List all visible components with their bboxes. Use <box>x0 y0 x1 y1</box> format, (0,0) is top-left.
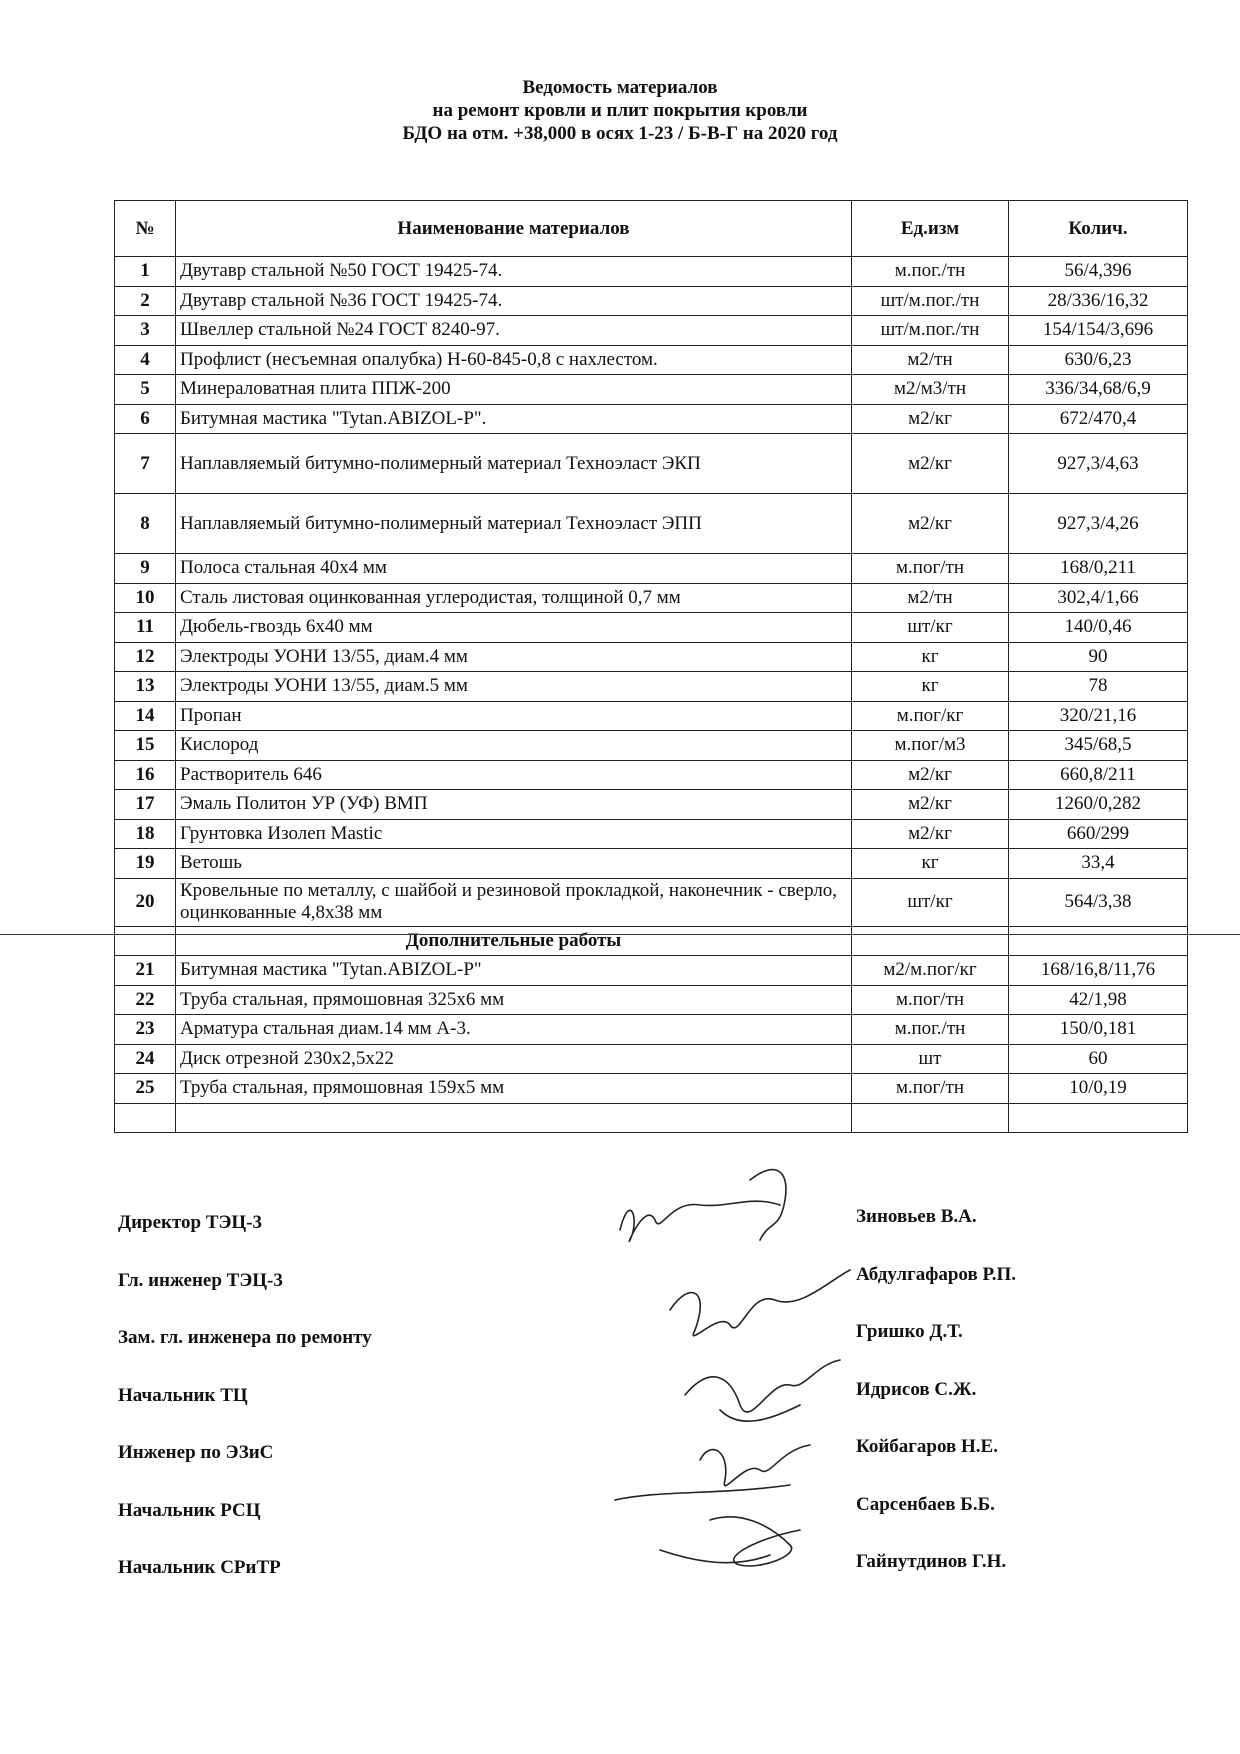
qty-cell: 630/6,23 <box>1009 345 1188 375</box>
table-row <box>115 760 1188 790</box>
num-cell: 4 <box>115 345 176 375</box>
name-cell: Швеллер стальной №24 ГОСТ 8240-97. <box>176 316 852 346</box>
name-cell: Диск отрезной 230х2,5х22 <box>176 1044 852 1074</box>
num-cell: 10 <box>115 583 176 613</box>
table-row <box>115 316 1188 346</box>
num-cell: 1 <box>115 257 176 287</box>
name-cell: Двутавр стальной №50 ГОСТ 19425-74. <box>176 257 852 287</box>
signature-role: Зам. гл. инженера по ремонту <box>118 1327 372 1348</box>
qty-cell: 56/4,396 <box>1009 257 1188 287</box>
num-cell: 6 <box>115 404 176 434</box>
table-row <box>115 819 1188 849</box>
signature-name: Зиновьев В.А. <box>856 1206 977 1227</box>
unit-cell: м.пог/тн <box>852 985 1009 1015</box>
title-line-1: Ведомость материалов <box>522 77 718 98</box>
table-row <box>115 583 1188 613</box>
num-cell: 11 <box>115 613 176 643</box>
num-cell: 9 <box>115 554 176 584</box>
signature-role: Гл. инженер ТЭЦ-3 <box>118 1269 283 1291</box>
name-cell: Кислород <box>176 731 852 761</box>
signature-3 <box>685 1360 840 1421</box>
extra-rows <box>115 956 1188 1104</box>
table-row <box>115 613 1188 643</box>
signature-name: Сарсенбаев Б.Б. <box>856 1493 995 1515</box>
empty-row <box>115 1103 1188 1133</box>
table-row <box>115 790 1188 820</box>
signature-role: Инженер по ЭЗиС <box>118 1442 274 1463</box>
qty-cell: 672/470,4 <box>1009 404 1188 434</box>
table-row <box>115 345 1188 375</box>
table-header-row <box>115 201 1188 257</box>
unit-cell: м.пог/м3 <box>852 731 1009 761</box>
name-cell: Сталь листовая оцинкованная углеродистая, толщиной 0,7 мм <box>176 583 852 613</box>
qty-cell: 336/34,68/6,9 <box>1009 375 1188 405</box>
num-cell: 21 <box>115 956 176 986</box>
qty-cell: 660,8/211 <box>1009 760 1188 790</box>
qty-cell: 90 <box>1009 642 1188 672</box>
unit-cell: шт/кг <box>852 878 1009 926</box>
num-cell: 18 <box>115 819 176 849</box>
qty-cell: 28/336/16,32 <box>1009 286 1188 316</box>
qty-cell: 78 <box>1009 672 1188 702</box>
unit-cell: кг <box>852 672 1009 702</box>
unit-cell: м2/тн <box>852 345 1009 375</box>
signature-name: Гришко Д.Т. <box>856 1321 963 1342</box>
num-cell: 15 <box>115 731 176 761</box>
header-qty: Колич. <box>1009 201 1188 257</box>
num-cell: 22 <box>115 985 176 1015</box>
qty-cell: 60 <box>1009 1044 1188 1074</box>
header-num: № <box>115 201 176 257</box>
document-title <box>0 76 1240 145</box>
table-row <box>115 956 1188 986</box>
materials-rows <box>115 257 1188 927</box>
name-cell: Дюбель-гвоздь 6х40 мм <box>176 613 852 643</box>
num-cell: 24 <box>115 1044 176 1074</box>
unit-cell: м2/кг <box>852 404 1009 434</box>
num-cell: 14 <box>115 701 176 731</box>
unit-cell: шт <box>852 1044 1009 1074</box>
table-row <box>115 494 1188 554</box>
signature-5 <box>660 1517 800 1566</box>
title-line-3: БДО на отм. +38,000 в осях 1-23 / Б-В-Г на 2020 год <box>402 123 838 144</box>
table-row <box>115 985 1188 1015</box>
name-cell: Профлист (несъемная опалубка) Н-60-845-0,8 с нахлестом. <box>176 345 852 375</box>
qty-cell: 320/21,16 <box>1009 701 1188 731</box>
horizontal-rule <box>0 934 1240 935</box>
unit-cell: шт/кг <box>852 613 1009 643</box>
unit-cell: м.пог./тн <box>852 1015 1009 1045</box>
unit-cell: кг <box>852 849 1009 879</box>
unit-cell: шт/м.пог./тн <box>852 286 1009 316</box>
name-cell: Электроды УОНИ 13/55, диам.5 мм <box>176 672 852 702</box>
qty-cell: 345/68,5 <box>1009 731 1188 761</box>
name-cell: Арматура стальная диам.14 мм А-3. <box>176 1015 852 1045</box>
table-row <box>115 849 1188 879</box>
qty-cell: 168/0,211 <box>1009 554 1188 584</box>
table-row <box>115 554 1188 584</box>
num-cell: 19 <box>115 849 176 879</box>
signature-name: Идрисов С.Ж. <box>856 1378 977 1400</box>
num-cell: 8 <box>115 494 176 554</box>
table-row <box>115 731 1188 761</box>
header-name: Наименование материалов <box>176 201 852 257</box>
signature-4 <box>615 1445 810 1500</box>
num-cell: 13 <box>115 672 176 702</box>
signature-role: Начальник ТЦ <box>118 1384 248 1406</box>
qty-cell: 168/16,8/11,76 <box>1009 956 1188 986</box>
name-cell: Наплавляемый битумно-полимерный материал Техноэласт ЭКП <box>176 434 852 494</box>
unit-cell: м2/м.пог/кг <box>852 956 1009 986</box>
table-row <box>115 434 1188 494</box>
table-row <box>115 1015 1188 1045</box>
empty-cell <box>115 1103 176 1133</box>
signature-role: Директор ТЭЦ-3 <box>118 1212 263 1233</box>
qty-cell: 927,3/4,63 <box>1009 434 1188 494</box>
unit-cell: м2/кг <box>852 819 1009 849</box>
section-num <box>115 926 176 956</box>
signature-name: Койбагаров Н.Е. <box>856 1436 998 1457</box>
unit-cell: м.пог/кг <box>852 701 1009 731</box>
name-cell: Растворитель 646 <box>176 760 852 790</box>
num-cell: 12 <box>115 642 176 672</box>
num-cell: 16 <box>115 760 176 790</box>
name-cell: Эмаль Политон УР (УФ) ВМП <box>176 790 852 820</box>
unit-cell: м2/кг <box>852 760 1009 790</box>
empty-cell <box>1009 1103 1188 1133</box>
qty-cell: 150/0,181 <box>1009 1015 1188 1045</box>
unit-cell: м.пог/тн <box>852 1074 1009 1104</box>
qty-cell: 302,4/1,66 <box>1009 583 1188 613</box>
qty-cell: 660/299 <box>1009 819 1188 849</box>
qty-cell: 140/0,46 <box>1009 613 1188 643</box>
table-row <box>115 404 1188 434</box>
unit-cell: м2/тн <box>852 583 1009 613</box>
unit-cell: м2/кг <box>852 790 1009 820</box>
signature-name: Абдулгафаров Р.П. <box>856 1263 1016 1285</box>
name-cell: Электроды УОНИ 13/55, диам.4 мм <box>176 642 852 672</box>
unit-cell: м2/м3/тн <box>852 375 1009 405</box>
signature-name: Гайнутдинов Г.Н. <box>856 1551 1007 1572</box>
unit-cell: м2/кг <box>852 434 1009 494</box>
num-cell: 20 <box>115 878 176 926</box>
num-cell: 2 <box>115 286 176 316</box>
table-row <box>115 1044 1188 1074</box>
num-cell: 23 <box>115 1015 176 1045</box>
qty-cell: 33,4 <box>1009 849 1188 879</box>
handwritten-signatures <box>600 1160 860 1580</box>
table-row <box>115 257 1188 287</box>
table-row <box>115 642 1188 672</box>
num-cell: 25 <box>115 1074 176 1104</box>
name-cell: Битумная мастика "Tytan.ABIZOL-P". <box>176 404 852 434</box>
num-cell: 3 <box>115 316 176 346</box>
section-row <box>115 926 1188 956</box>
name-cell: Ветошь <box>176 849 852 879</box>
name-cell: Наплавляемый битумно-полимерный материал Техноэласт ЭПП <box>176 494 852 554</box>
section-unit <box>852 926 1009 956</box>
signature-1 <box>620 1170 786 1242</box>
section-qty <box>1009 926 1188 956</box>
table-row <box>115 701 1188 731</box>
signature-names <box>856 1206 1156 1609</box>
name-cell: Битумная мастика "Tytan.ABIZOL-P" <box>176 956 852 986</box>
unit-cell: кг <box>852 642 1009 672</box>
unit-cell: шт/м.пог./тн <box>852 316 1009 346</box>
name-cell: Минераловатная плита ППЖ-200 <box>176 375 852 405</box>
unit-cell: м.пог./тн <box>852 257 1009 287</box>
name-cell: Пропан <box>176 701 852 731</box>
title-line-2: на ремонт кровли и плит покрытия кровли <box>432 100 808 121</box>
qty-cell: 10/0,19 <box>1009 1074 1188 1104</box>
name-cell: Полоса стальная 40х4 мм <box>176 554 852 584</box>
num-cell: 17 <box>115 790 176 820</box>
name-cell: Двутавр стальной №36 ГОСТ 19425-74. <box>176 286 852 316</box>
name-cell: Труба стальная, прямошовная 159х5 мм <box>176 1074 852 1104</box>
name-cell: Грунтовка Изолеп Mastic <box>176 819 852 849</box>
unit-cell: м.пог/тн <box>852 554 1009 584</box>
signature-role: Начальник РСЦ <box>118 1499 261 1521</box>
qty-cell: 154/154/3,696 <box>1009 316 1188 346</box>
num-cell: 7 <box>115 434 176 494</box>
header-unit: Ед.изм <box>852 201 1009 257</box>
signature-role: Начальник СРиТР <box>118 1557 281 1578</box>
table-row <box>115 286 1188 316</box>
name-cell: Труба стальная, прямошовная 325х6 мм <box>176 985 852 1015</box>
qty-cell: 564/3,38 <box>1009 878 1188 926</box>
qty-cell: 927,3/4,26 <box>1009 494 1188 554</box>
unit-cell: м2/кг <box>852 494 1009 554</box>
qty-cell: 1260/0,282 <box>1009 790 1188 820</box>
qty-cell: 42/1,98 <box>1009 985 1188 1015</box>
empty-cell <box>852 1103 1009 1133</box>
table-row <box>115 375 1188 405</box>
table-row <box>115 878 1188 926</box>
section-label: Дополнительные работы <box>176 926 852 956</box>
signature-2 <box>670 1270 850 1336</box>
signature-roles <box>118 1212 538 1615</box>
empty-cell <box>176 1103 852 1133</box>
table-row <box>115 1074 1188 1104</box>
materials-table <box>114 200 1188 1133</box>
name-cell: Кровельные по металлу, с шайбой и резиновой прокладкой, наконечник - сверло, оцинкованные 4,8х38 мм <box>176 878 852 926</box>
num-cell: 5 <box>115 375 176 405</box>
table-row <box>115 672 1188 702</box>
